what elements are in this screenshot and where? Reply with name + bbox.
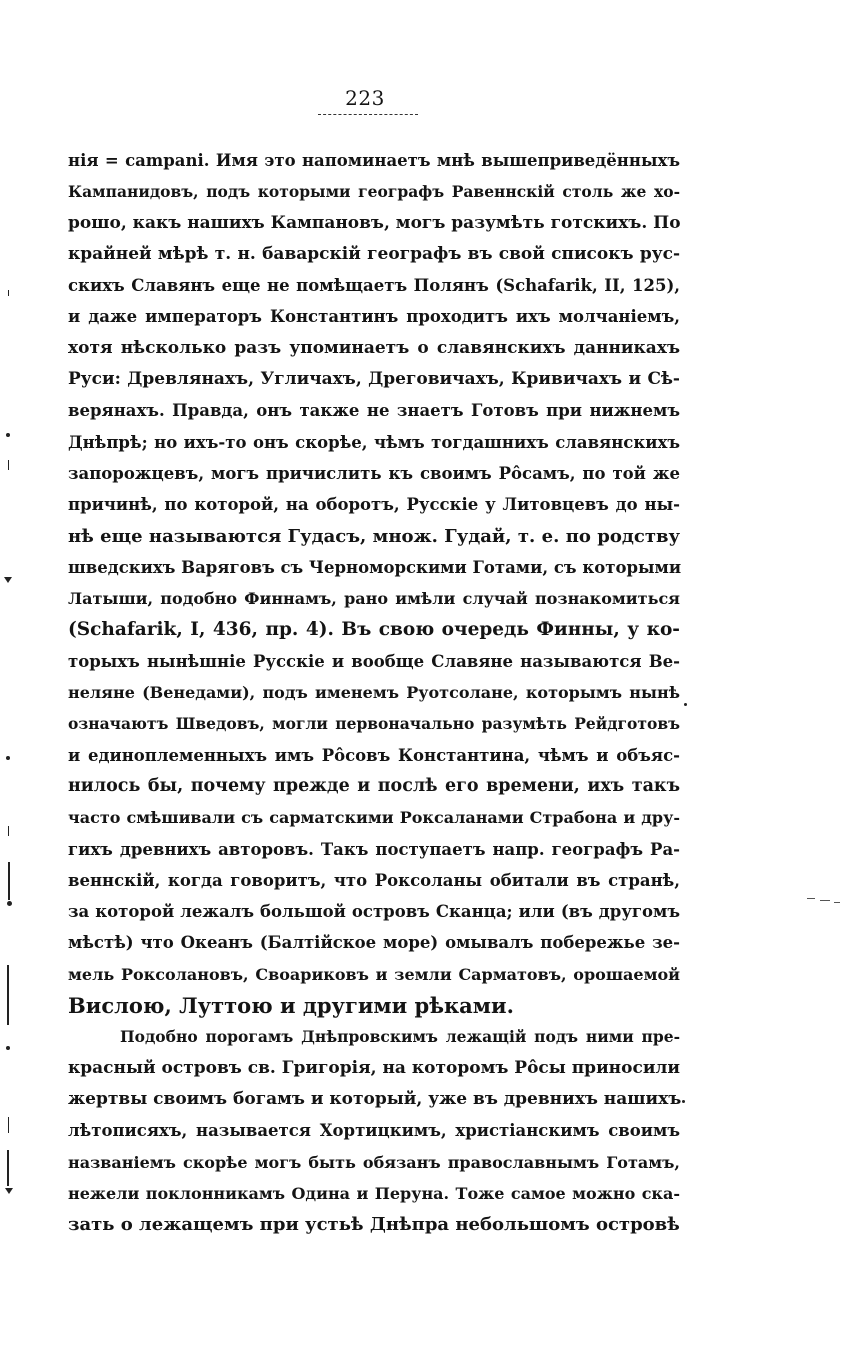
margin-mark (8, 460, 9, 470)
text-line: неляне (Венедами), подъ именемъ Руотсоланe, которымъ нынѣ (68, 683, 680, 703)
margin-mark (820, 900, 830, 901)
margin-mark (807, 898, 815, 899)
text-line: нѣ еще называются Гудасъ, множ. Гудай, т. е. по родству (68, 525, 680, 547)
text-line: (Schafarik, I, 436, пр. 4). Въ свою очередь Финны, у ко- (68, 619, 680, 641)
margin-mark (5, 1188, 13, 1194)
margin-mark (6, 1046, 10, 1050)
text-line: скихъ Славянъ еще не помѣщаетъ Полянъ (Schafarik, II, 125), (68, 276, 680, 296)
margin-mark (684, 703, 687, 706)
margin-mark (6, 756, 10, 760)
text-line: гихъ древнихъ авторовъ. Такъ поступаетъ напр. географъ Ра- (68, 839, 680, 859)
text-line: Подобно порогамъ Днѣпровскимъ лежащій подъ ними пре- (120, 1027, 680, 1047)
text-line: веннскій, когда говоритъ, что Роксоланы обитали въ странѣ, (68, 870, 680, 890)
text-line: торыхъ нынѣшніе Русскіе и вообще Славяне называются Ве- (68, 651, 680, 671)
text-line: Латыши, подобно Финнамъ, рано имѣли случай познакомиться (68, 589, 680, 609)
paragraph (68, 1021, 680, 1240)
paragraph (68, 145, 680, 1021)
text-line: и даже императоръ Константинъ проходитъ ихъ молчаніемъ, (68, 307, 680, 327)
text-line: нія = campani. Имя это напоминаетъ мнѣ вышеприведённыхъ (68, 151, 680, 170)
text-line: рошо, какъ нашихъ Кампановъ, могъ разумѣть готскихъ. По (68, 212, 681, 233)
text-line: зать о лежащемъ при устьѣ Днѣпра небольшомъ островѣ (68, 1214, 680, 1236)
text-line: жертвы своимъ богамъ и который, уже въ древнихъ нашихъ (68, 1088, 682, 1109)
text-line: мѣстѣ) что Океанъ (Балтійское море) омывалъ побережье зе- (68, 933, 680, 953)
margin-mark (682, 1100, 685, 1103)
header-rule (318, 114, 418, 115)
margin-mark (8, 290, 9, 296)
margin-mark (7, 965, 9, 1025)
text-line: и единоплеменныхъ имъ Рôсовъ Константина, чѣмъ и объяс- (68, 745, 680, 765)
page-number: 223 (345, 86, 385, 110)
text-line: часто смѣшивали съ сарматскими Роксаланами Страбона и дру- (68, 808, 680, 828)
text-line: причинѣ, по которой, на оборотъ, Русскіе у Литовцевъ до ны- (68, 495, 680, 515)
text-line: лѣтописяхъ, называется Хортицкимъ, христіанскимъ своимъ (68, 1121, 680, 1141)
margin-mark (8, 862, 10, 900)
text-line: запорожцевъ, могъ причислить къ своимъ Рôсамъ, по той же (68, 463, 680, 483)
margin-mark (8, 1117, 9, 1133)
margin-mark (4, 577, 12, 583)
text-line: мель Роксолановъ, Своариковъ и земли Сарматовъ, орошаемой (68, 964, 680, 984)
margin-mark (6, 433, 10, 437)
text-line: нежели поклонникамъ Одина и Перуна. Тоже самое можно ска- (68, 1183, 680, 1203)
margin-mark (7, 901, 12, 906)
text-line: хотя нѣсколько разъ упоминаетъ о славянскихъ данникахъ (68, 337, 680, 358)
text-line: крайней мѣрѣ т. н. баварскій географъ въ свой списокъ рус- (68, 243, 680, 264)
margin-mark (8, 826, 9, 836)
text-line: Руси: Древлянахъ, Угличахъ, Дреговичахъ, Кривичахъ и Сѣ- (68, 369, 680, 390)
text-line: верянахъ. Правда, онъ также не знаетъ Готовъ при нижнемъ (68, 401, 680, 421)
text-line: шведскихъ Варяговъ съ Черноморскими Готами, съ которыми (68, 557, 682, 577)
text-line: названіемъ скорѣе могъ быть обязанъ православнымъ Готамъ, (68, 1152, 680, 1172)
text-line: красный островъ св. Григорія, на которомъ Рôсы приносили (68, 1057, 681, 1078)
margin-mark (7, 1150, 9, 1186)
text-line: Вислою, Луттою и другими рѣками. (68, 993, 514, 1019)
margin-mark (834, 902, 840, 903)
text-line: означаютъ Шведовъ, могли первоначально разумѣть Рейдготовъ (68, 714, 680, 734)
text-line: за которой лежалъ большой островъ Сканца; или (въ другомъ (68, 902, 680, 922)
text-line: нилось бы, почему прежде и послѣ его времени, ихъ такъ (68, 775, 680, 796)
text-line: Кампанидовъ, подъ которыми географъ Равеннскій столь же хо- (68, 182, 680, 202)
body-text (68, 145, 680, 1240)
page-header (0, 86, 857, 126)
text-line: Днѣпрѣ; но ихъ-то онъ скорѣе, чѣмъ тогдашнихъ славянскихъ (68, 432, 680, 452)
